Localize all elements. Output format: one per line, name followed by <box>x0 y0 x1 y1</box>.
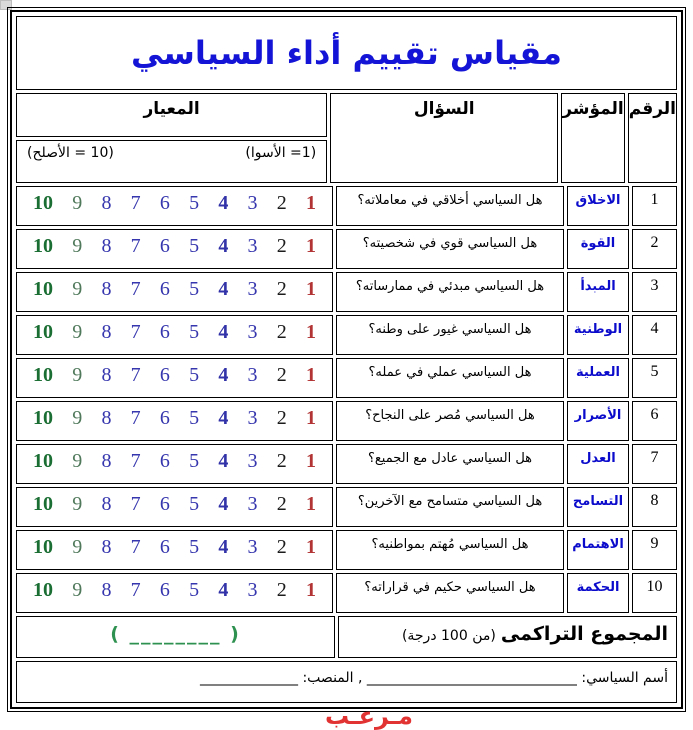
total-label-cell <box>338 616 677 658</box>
scale-value-3: 3 <box>247 450 258 472</box>
row-number: 3 <box>632 272 677 312</box>
outer-frame <box>7 7 686 712</box>
scale-value-3: 3 <box>247 536 258 558</box>
scale-value-7: 7 <box>130 493 141 515</box>
rating-scale <box>16 573 333 613</box>
legend-worst: (1= الأسوا) <box>245 145 317 161</box>
scale-value-3: 3 <box>247 192 258 214</box>
scale-value-7: 7 <box>130 536 141 558</box>
scale-value-1: 1 <box>305 192 316 214</box>
scale-value-5: 5 <box>189 450 200 472</box>
scale-value-4: 4 <box>218 407 229 429</box>
scale-value-10: 10 <box>33 364 53 386</box>
row-number: 7 <box>632 444 677 484</box>
scale-value-4: 4 <box>218 278 229 300</box>
header-criterion-legend <box>16 140 327 183</box>
scale-value-6: 6 <box>159 321 170 343</box>
indicator-label: التسامح <box>567 487 629 527</box>
scale-value-3: 3 <box>247 235 258 257</box>
legend-best: (10 = الأصلح) <box>27 145 114 161</box>
table-row <box>16 530 677 570</box>
rating-scale <box>16 358 333 398</box>
question-text: هل السياسي قوي في شخصيته؟ <box>336 229 564 269</box>
rating-scale <box>16 186 333 226</box>
indicator-label: الاهتمام <box>567 530 629 570</box>
scale-value-6: 6 <box>159 450 170 472</box>
table-row <box>16 229 677 269</box>
scale-value-5: 5 <box>189 235 200 257</box>
header-indicator: المؤشر <box>561 93 625 183</box>
table-row <box>16 358 677 398</box>
table-header-row <box>16 93 677 183</box>
row-number: 9 <box>632 530 677 570</box>
indicator-label: العملية <box>567 358 629 398</box>
page-title: مقياس تقييم أداء السياسي <box>16 16 677 90</box>
scale-value-1: 1 <box>305 450 316 472</box>
scale-value-8: 8 <box>101 536 112 558</box>
rating-scale <box>16 315 333 355</box>
scale-value-5: 5 <box>189 579 200 601</box>
scale-value-5: 5 <box>189 192 200 214</box>
scale-value-1: 1 <box>305 407 316 429</box>
scale-value-8: 8 <box>101 321 112 343</box>
indicator-label: القوة <box>567 229 629 269</box>
scale-value-2: 2 <box>276 364 287 386</box>
politician-name-blank: ______________________________ <box>366 670 577 686</box>
header-question: السؤال <box>330 93 558 183</box>
indicator-label: الأصرار <box>567 401 629 441</box>
scale-value-7: 7 <box>130 579 141 601</box>
scale-value-9: 9 <box>72 192 83 214</box>
scale-value-8: 8 <box>101 493 112 515</box>
scale-value-7: 7 <box>130 192 141 214</box>
question-text: هل السياسي أخلاقي في معاملاته؟ <box>336 186 564 226</box>
table-body <box>16 183 677 613</box>
scale-value-6: 6 <box>159 278 170 300</box>
indicator-label: الاخلاق <box>567 186 629 226</box>
header-criterion-group <box>16 93 327 183</box>
scale-value-3: 3 <box>247 321 258 343</box>
scale-value-10: 10 <box>33 278 53 300</box>
rating-scale <box>16 272 333 312</box>
scale-value-7: 7 <box>130 278 141 300</box>
scale-value-9: 9 <box>72 579 83 601</box>
total-score-blank: ( ________ ) <box>16 616 335 658</box>
scale-value-2: 2 <box>276 235 287 257</box>
scale-value-6: 6 <box>159 192 170 214</box>
table-row <box>16 573 677 613</box>
table-row <box>16 272 677 312</box>
scale-value-5: 5 <box>189 321 200 343</box>
position-blank: ______________ <box>200 670 299 686</box>
indicator-label: المبدأ <box>567 272 629 312</box>
scale-value-6: 6 <box>159 407 170 429</box>
row-number: 6 <box>632 401 677 441</box>
scale-value-4: 4 <box>218 321 229 343</box>
question-text: هل السياسي غيور على وطنه؟ <box>336 315 564 355</box>
scale-value-6: 6 <box>159 493 170 515</box>
scale-value-1: 1 <box>305 579 316 601</box>
scale-value-8: 8 <box>101 192 112 214</box>
scale-value-3: 3 <box>247 278 258 300</box>
table-row <box>16 487 677 527</box>
row-number: 2 <box>632 229 677 269</box>
scale-value-6: 6 <box>159 235 170 257</box>
scale-value-9: 9 <box>72 278 83 300</box>
signature-row <box>16 661 677 703</box>
question-text: هل السياسي مُصر على النجاح؟ <box>336 401 564 441</box>
scale-value-9: 9 <box>72 235 83 257</box>
scale-value-9: 9 <box>72 364 83 386</box>
scale-value-6: 6 <box>159 579 170 601</box>
question-text: هل السياسي عادل مع الجميع؟ <box>336 444 564 484</box>
scale-value-4: 4 <box>218 450 229 472</box>
table-row <box>16 401 677 441</box>
row-number: 4 <box>632 315 677 355</box>
scale-value-1: 1 <box>305 536 316 558</box>
scale-value-2: 2 <box>276 407 287 429</box>
scale-value-1: 1 <box>305 235 316 257</box>
scale-value-2: 2 <box>276 493 287 515</box>
total-label: المجموع التراكمى <box>500 623 668 645</box>
signature-cell <box>16 661 677 703</box>
header-number: الرقم <box>628 93 677 183</box>
scale-value-1: 1 <box>305 321 316 343</box>
scale-value-2: 2 <box>276 450 287 472</box>
scale-value-7: 7 <box>130 450 141 472</box>
scale-value-7: 7 <box>130 364 141 386</box>
table-row <box>16 186 677 226</box>
scale-value-10: 10 <box>33 192 53 214</box>
rating-scale <box>16 401 333 441</box>
scale-value-9: 9 <box>72 536 83 558</box>
scale-value-10: 10 <box>33 235 53 257</box>
scale-value-6: 6 <box>159 536 170 558</box>
scale-value-7: 7 <box>130 235 141 257</box>
scale-value-4: 4 <box>218 235 229 257</box>
scale-value-8: 8 <box>101 364 112 386</box>
rating-scale <box>16 229 333 269</box>
row-number: 10 <box>632 573 677 613</box>
question-text: هل السياسي مبدئي في ممارساته؟ <box>336 272 564 312</box>
scale-value-5: 5 <box>189 536 200 558</box>
scale-value-2: 2 <box>276 321 287 343</box>
scale-value-9: 9 <box>72 407 83 429</box>
scale-value-10: 10 <box>33 536 53 558</box>
question-text: هل السياسي مُهتم بمواطنيه؟ <box>336 530 564 570</box>
scale-value-2: 2 <box>276 192 287 214</box>
scale-value-5: 5 <box>189 364 200 386</box>
indicator-label: العدل <box>567 444 629 484</box>
scale-value-2: 2 <box>276 579 287 601</box>
inner-frame <box>10 10 683 709</box>
scale-value-5: 5 <box>189 278 200 300</box>
watermark-text: مـرعـب <box>325 702 413 730</box>
scale-value-8: 8 <box>101 579 112 601</box>
scale-value-4: 4 <box>218 536 229 558</box>
scale-value-7: 7 <box>130 407 141 429</box>
scale-value-10: 10 <box>33 450 53 472</box>
scale-value-5: 5 <box>189 493 200 515</box>
scale-value-9: 9 <box>72 321 83 343</box>
position-label: , المنصب: <box>302 670 363 686</box>
table-row <box>16 315 677 355</box>
scale-value-10: 10 <box>33 493 53 515</box>
scale-value-4: 4 <box>218 493 229 515</box>
scale-value-1: 1 <box>305 493 316 515</box>
scale-value-5: 5 <box>189 407 200 429</box>
scale-value-7: 7 <box>130 321 141 343</box>
scale-value-10: 10 <box>33 579 53 601</box>
scale-value-4: 4 <box>218 192 229 214</box>
row-number: 5 <box>632 358 677 398</box>
scale-value-6: 6 <box>159 364 170 386</box>
scale-value-1: 1 <box>305 364 316 386</box>
scale-value-2: 2 <box>276 278 287 300</box>
table-row <box>16 444 677 484</box>
scale-value-3: 3 <box>247 407 258 429</box>
scale-value-8: 8 <box>101 450 112 472</box>
indicator-label: الحكمة <box>567 573 629 613</box>
header-criterion: المعيار <box>16 93 327 137</box>
question-text: هل السياسي حكيم في قراراته؟ <box>336 573 564 613</box>
scale-value-10: 10 <box>33 321 53 343</box>
rating-scale <box>16 530 333 570</box>
question-text: هل السياسي متسامح مع الآخرين؟ <box>336 487 564 527</box>
scale-value-10: 10 <box>33 407 53 429</box>
total-sublabel: (من 100 درجة) <box>401 628 496 644</box>
scale-value-8: 8 <box>101 235 112 257</box>
scale-value-2: 2 <box>276 536 287 558</box>
scale-value-1: 1 <box>305 278 316 300</box>
scale-value-3: 3 <box>247 579 258 601</box>
scale-value-3: 3 <box>247 493 258 515</box>
question-text: هل السياسي عملي في عمله؟ <box>336 358 564 398</box>
rating-scale <box>16 487 333 527</box>
scale-value-9: 9 <box>72 450 83 472</box>
scale-value-8: 8 <box>101 407 112 429</box>
total-row <box>16 616 677 658</box>
scale-value-9: 9 <box>72 493 83 515</box>
row-number: 1 <box>632 186 677 226</box>
row-number: 8 <box>632 487 677 527</box>
scale-value-8: 8 <box>101 278 112 300</box>
scale-value-4: 4 <box>218 579 229 601</box>
rating-scale <box>16 444 333 484</box>
indicator-label: الوطنية <box>567 315 629 355</box>
scale-value-3: 3 <box>247 364 258 386</box>
politician-name-label: أسم السياسي: <box>581 670 668 686</box>
scale-value-4: 4 <box>218 364 229 386</box>
